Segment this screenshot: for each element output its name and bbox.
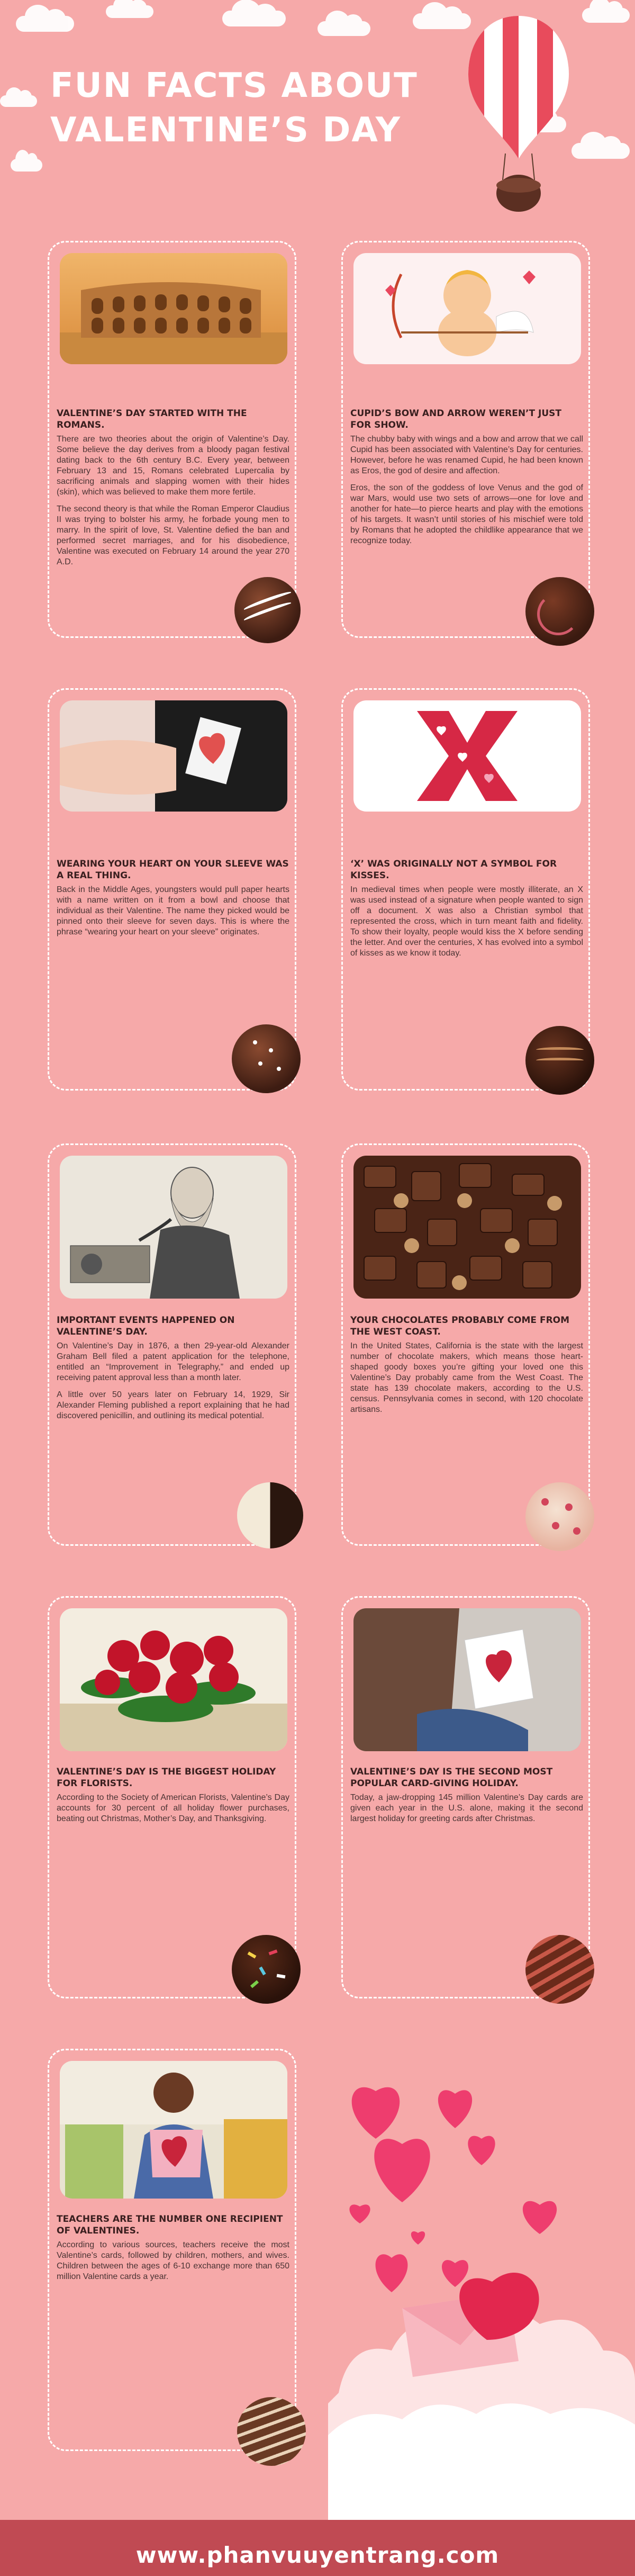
cloud-decoration [0,95,37,107]
fact-paragraph: According to the Society of American Florists, Valentine’s Day accounts for 30 percent of all holiday flower purchases, beating out Christmas, Mother’s Day, and Thanksgiving. [57,1793,289,1823]
fact-card-chocolates [341,1143,590,1546]
heart-sleeve-image [60,700,287,812]
chocolate-truffle-icon [232,1935,301,2004]
fact-title: IMPORTANT EVENTS HAPPENED ON VALENTINE’S DAY. [57,1315,235,1337]
fact-card-important-events [48,1143,296,1546]
fact-title: ‘X’ WAS ORIGINALLY NOT A SYMBOL FOR KISSES. [350,859,557,881]
graham-bell-image [60,1156,287,1299]
footer-website-link[interactable]: www.phanvuuyentrang.com [135,2542,500,2568]
chocolate-truffle-icon [234,577,301,643]
fact-paragraph: In the United States, California is the state with the largest number of chocolate makers, which means those heart-shaped goody boxes you’re gifting your loved one this Valentine’s Day probably came from the West Coast. The state has 139 chocolate makers, according to the U.S. census. Pennsylvania comes in second, with 120 chocolate artisans. [350,1341,583,1414]
fact-paragraph: Eros, the son of the goddess of love Venus and the god of war Mars, would use two sets of arrows—one for love and another for hate—to pierce hearts and play with the emotions of his targets. It wasn’t until stories of his mischief were told by Romans that he adopted the childlike appearance that we recognize today. [350,483,583,545]
fact-paragraph: There are two theories about the origin of Valentine’s Day. Some believe the day derives from a bloody pagan festival dating back to the 6th century B.C. Every year, between February 13 and 15, Romans celebrated Lupercalia by sacrificing animals and slapping women with their hides (skin), which was believed to make them more fertile. [57,435,289,497]
fact-card-heart-sleeve [48,688,296,1091]
chocolate-truffle-icon [237,2397,306,2466]
title-line-1: FUN FACTS ABOUT [50,66,418,105]
fact-paragraph: Back in the Middle Ages, youngsters would pull paper hearts with a name written on it from a bowl and choose that individual as their Valentine. The name they picked would be pinned onto their sleeve for seven days. This is where the phrase “wearing your heart on your sleeve” originates. [57,885,289,936]
fact-card-cards [341,1596,590,1998]
fact-paragraph: The chubby baby with wings and a bow and arrow that we call Cupid has been associated with Valentine’s Day for centuries. However, before he was renamed Cupid, he had been known as Eros, the god of desire and affection. [350,435,583,475]
fact-body [350,1341,583,1421]
fact-body [350,885,583,965]
fact-card-letter-x [341,688,590,1091]
chocolate-truffle-icon [525,1935,594,2004]
chocolates-image [353,1156,581,1299]
chocolate-truffle-icon [237,1482,303,1548]
cloud-decoration [106,5,153,18]
fact-paragraph: Today, a jaw-dropping 145 million Valentine’s Day cards are given each year in the U.S. alone, making it the second largest holiday for greeting cards after Christmas. [350,1793,583,1823]
fact-paragraph: On Valentine’s Day in 1876, a then 29-year-old Alexander Graham Bell filed a patent application for the telephone, entitled an “Improvement in Telegraphy,” and ended up receiving patent approval less than a month later. [57,1341,289,1382]
cloud-decoration [222,11,286,26]
fact-title: VALENTINE’S DAY IS THE BIGGEST HOLIDAY FOR FLORISTS. [57,1767,276,1789]
chocolate-truffle-icon [525,577,594,646]
cupid-image [353,253,581,364]
fact-body [57,1793,289,1831]
fact-card-cupid [341,241,590,638]
fact-body [57,434,289,574]
fact-card-romans [48,241,296,638]
chocolate-truffle-icon [232,1024,301,1093]
fact-card-florists [48,1596,296,1998]
cloud-decoration [11,159,42,172]
fact-body [350,1793,583,1831]
fact-body [350,434,583,553]
roses-image [60,1608,287,1751]
cloud-decoration [413,13,471,29]
fact-title: YOUR CHOCOLATES PROBABLY COME FROM THE WEST COAST. [350,1315,570,1337]
fact-paragraph: The second theory is that while the Roman Emperor Claudius II was trying to bolster his army, he forbade young men to marry. In the spirit of love, St. Valentine defied the ban and performed secret marriages, and for his disobedience, Valentine was executed on February 14 around the year 270 A.D. [57,505,289,566]
fact-title: WEARING YOUR HEART ON YOUR SLEEVE WAS A REAL THING. [57,859,289,881]
fact-paragraph: A little over 50 years later on February 14, 1929, Sir Alexander Fleming published a report explaining that he had discovered penicillin, and outlining its medical potential. [57,1390,289,1420]
hot-air-balloon-icon [466,11,572,233]
fact-card-teachers [48,2049,296,2451]
cloud-decoration [582,8,630,23]
greeting-card-image [353,1608,581,1751]
cloud-decoration [318,21,370,36]
cloud-decoration [572,143,630,159]
chocolate-truffle-icon [525,1482,594,1551]
cloud-decoration [16,16,74,32]
fact-body [57,2240,289,2289]
page-title [50,64,474,152]
fact-title: TEACHERS ARE THE NUMBER ONE RECIPIENT OF VALENTINES. [57,2214,283,2236]
chocolate-truffle-icon [525,1026,594,1095]
title-line-2: VALENTINE’S DAY [50,111,402,150]
fact-title: VALENTINE’S DAY STARTED WITH THE ROMANS. [57,408,247,430]
fact-paragraph: In medieval times when people were mostly illiterate, an X was used instead of a signature when people wanted to sign off a document. X was also a Christian symbol that represented the cross, which in turn meant faith and fidelity. To show their loyalty, people would kiss the X before sending the letter. And over the centuries, X has evolved into a symbol of kisses as we know it today. [350,885,583,958]
fact-paragraph: According to various sources, teachers receive the most Valentine’s cards, followed by children, mothers, and wives. Children between the ages of 6-10 exchange more than 650 million Valentine cards a year. [57,2240,289,2281]
fact-title: VALENTINE’S DAY IS THE SECOND MOST POPULAR CARD-GIVING HOLIDAY. [350,1767,553,1789]
child-valentine-image [60,2061,287,2199]
fact-title: CUPID’S BOW AND ARROW WEREN’T JUST FOR SHOW. [350,408,561,430]
colosseum-image [60,253,287,364]
letter-x-image [353,700,581,812]
fact-body [57,1341,289,1428]
fact-body [57,885,289,944]
hearts-decoration [328,2065,635,2520]
